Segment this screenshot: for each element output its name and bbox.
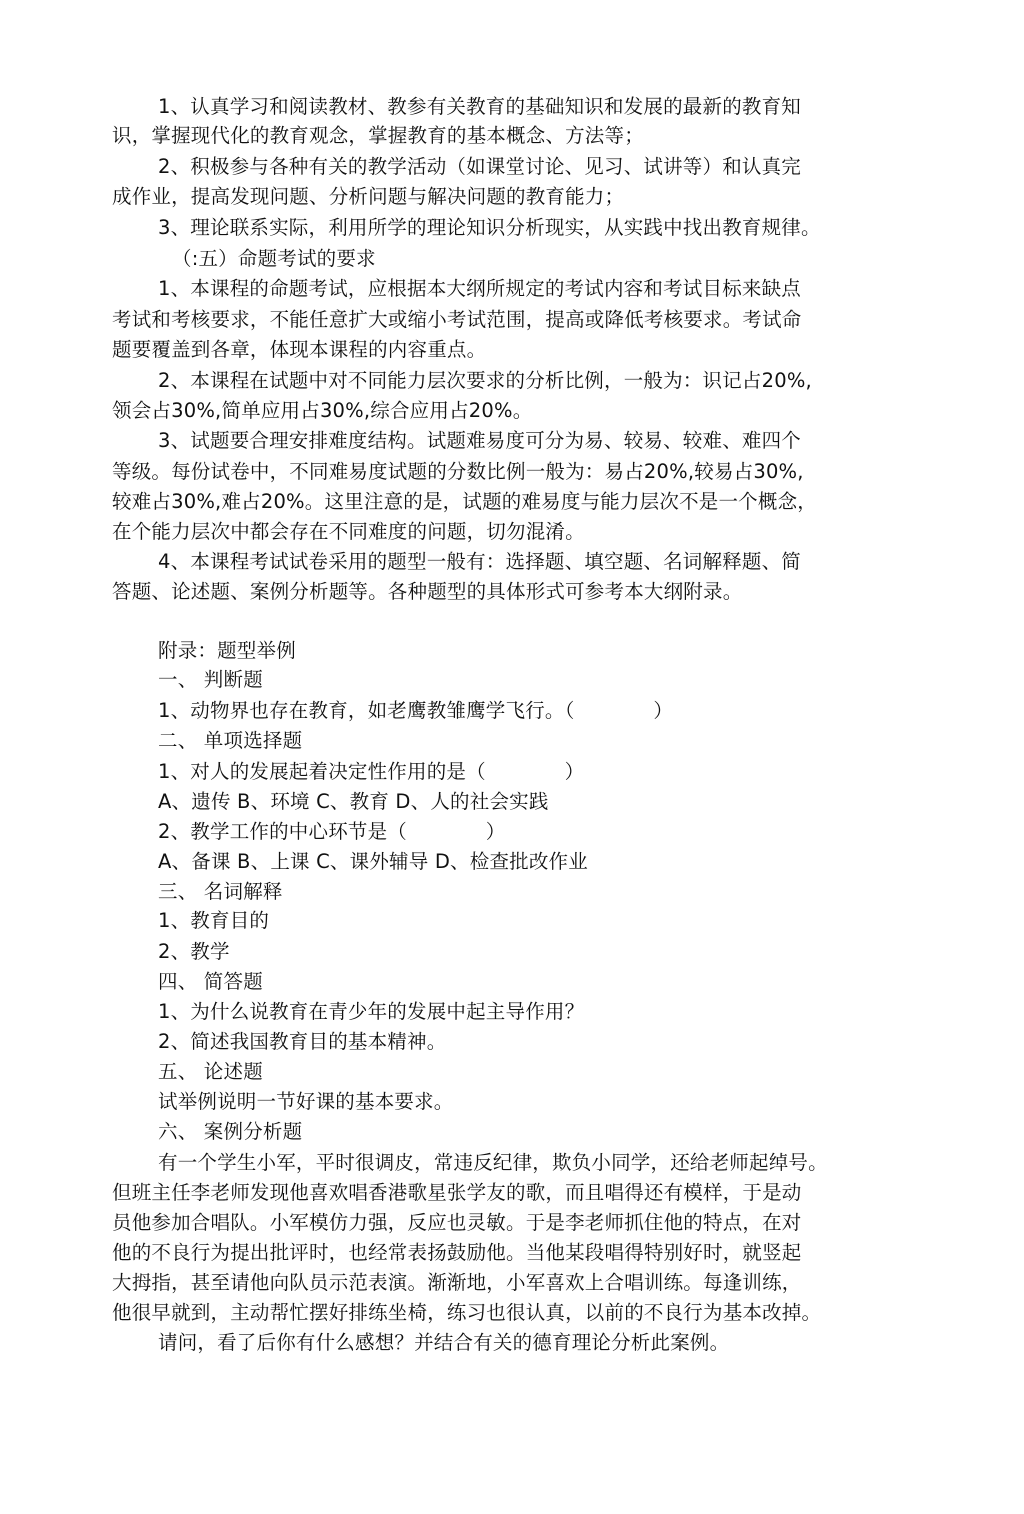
case-paragraph-line: 员他参加合唱队。小军模仿力强，反应也灵敏。于是李老师抓住他的特点，在对 bbox=[112, 1211, 802, 1234]
question-item: 1、教育目的 bbox=[158, 909, 270, 932]
question-item: 2、简述我国教育目的基本精神。 bbox=[158, 1030, 447, 1053]
case-paragraph-line: 他很早就到，主动帮忙摆好排练坐椅，练习也很认真，以前的不良行为基本改掉。 bbox=[112, 1301, 822, 1324]
question-section-heading: 二、 单项选择题 bbox=[158, 729, 303, 752]
paragraph-line: 4、本课程考试试卷采用的题型一般有：选择题、填空题、名词解释题、简 bbox=[158, 550, 802, 573]
case-paragraph-line: 有一个学生小军，平时很调皮，常违反纪律，欺负小同学，还给老师起绰号。 bbox=[158, 1151, 828, 1174]
case-paragraph-line: 大拇指，甚至请他向队员示范表演。渐渐地，小军喜欢上合唱训练。每逢训练， bbox=[112, 1271, 802, 1294]
paragraph-line: 等级。每份试卷中，不同难易度试题的分数比例一般为：易占20%,较易占30%, bbox=[112, 460, 804, 483]
question-section-heading: 四、 简答题 bbox=[158, 970, 263, 993]
question-section-heading: 一、 判断题 bbox=[158, 668, 263, 691]
paragraph-line: 答题、论述题、案例分析题等。各种题型的具体形式可参考本大纲附录。 bbox=[112, 580, 743, 603]
question-options: A、遗传 B、环境 C、教育 D、人的社会实践 bbox=[158, 790, 549, 813]
paragraph-line: 成作业，提高发现问题、分析问题与解决问题的教育能力； bbox=[112, 185, 625, 208]
question-item: 1、动物界也存在教育，如老鹰教雏鹰学飞行。（ ） bbox=[158, 699, 674, 722]
paragraph-line: 1、认真学习和阅读教材、教参有关教育的基础知识和发展的最新的教育知 bbox=[158, 95, 802, 118]
question-section-heading: 五、 论述题 bbox=[158, 1060, 263, 1083]
paragraph-line: 3、理论联系实际，利用所学的理论知识分析现实，从实践中找出教育规律。 bbox=[158, 216, 821, 239]
question-item: 2、教学 bbox=[158, 940, 230, 963]
question-item: 试举例说明一节好课的基本要求。 bbox=[158, 1090, 454, 1113]
section-heading: （:五）命题考试的要求 bbox=[172, 247, 376, 270]
question-item: 1、对人的发展起着决定性作用的是（ ） bbox=[158, 760, 585, 783]
paragraph-line: 较难占30%,难占20%。这里注意的是，试题的难易度与能力层次不是一个概念， bbox=[112, 490, 817, 513]
case-paragraph-line: 他的不良行为提出批评时，也经常表扬鼓励他。当他某段唱得特别好时，就竖起 bbox=[112, 1241, 802, 1264]
case-question: 请问，看了后你有什么感想？并结合有关的德育理论分析此案例。 bbox=[158, 1331, 730, 1354]
question-section-heading: 三、 名词解释 bbox=[158, 880, 283, 903]
question-options: A、备课 B、上课 C、课外辅导 D、检查批改作业 bbox=[158, 850, 588, 873]
paragraph-line: 1、本课程的命题考试，应根据本大纲所规定的考试内容和考试目标来缺点 bbox=[158, 277, 802, 300]
appendix-title: 附录：题型举例 bbox=[158, 639, 296, 662]
paragraph-line: 2、积极参与各种有关的教学活动（如课堂讨论、见习、试讲等）和认真完 bbox=[158, 155, 802, 178]
paragraph-line: 在个能力层次中都会存在不同难度的问题，切勿混淆。 bbox=[112, 520, 585, 543]
question-item: 1、为什么说教育在青少年的发展中起主导作用？ bbox=[158, 1000, 585, 1023]
paragraph-line: 识，掌握现代化的教育观念，掌握教育的基本概念、方法等； bbox=[112, 124, 644, 147]
paragraph-line: 3、试题要合理安排难度结构。试题难易度可分为易、较易、较难、难四个 bbox=[158, 429, 802, 452]
question-item: 2、教学工作的中心环节是（ ） bbox=[158, 820, 506, 843]
paragraph-line: 考试和考核要求，不能任意扩大或缩小考试范围，提高或降低考核要求。考试命 bbox=[112, 308, 802, 331]
paragraph-line: 2、本课程在试题中对不同能力层次要求的分析比例，一般为：识记占20%, bbox=[158, 369, 812, 392]
paragraph-line: 题要覆盖到各章，体现本课程的内容重点。 bbox=[112, 338, 487, 361]
case-paragraph-line: 但班主任李老师发现他喜欢唱香港歌星张学友的歌，而且唱得还有模样，于是动 bbox=[112, 1181, 802, 1204]
question-section-heading: 六、 案例分析题 bbox=[158, 1120, 303, 1143]
paragraph-line: 领会占30%,简单应用占30%,综合应用占20%。 bbox=[112, 399, 533, 422]
